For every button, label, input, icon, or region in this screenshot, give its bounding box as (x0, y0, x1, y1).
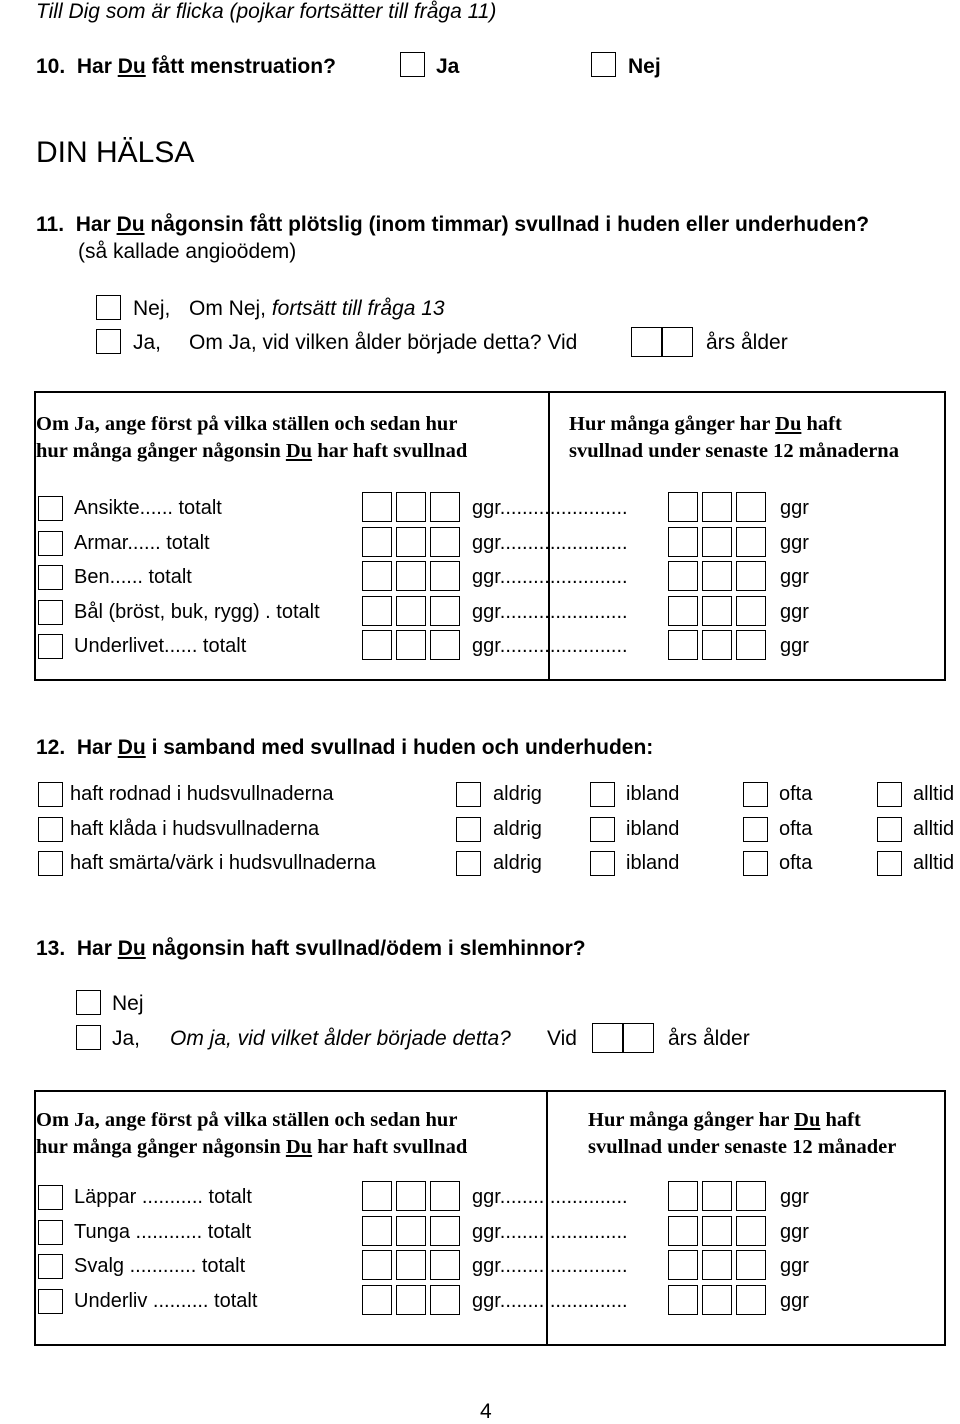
q13-age-digit2-input[interactable] (623, 1023, 654, 1053)
intro-line: Till Dig som är flicka (pojkar fortsätter till fråga 11) (36, 0, 497, 23)
q12-row-0-ofta-checkbox[interactable] (743, 782, 768, 807)
q13-row-0-total-digit2-input[interactable] (396, 1181, 426, 1211)
q13-no-label: Nej (112, 992, 144, 1015)
q13-age-suffix: års ålder (668, 1027, 750, 1050)
q12-row-0-ibland-checkbox[interactable] (590, 782, 615, 807)
q11-row-ggr-end: ggr (780, 600, 809, 623)
q13-row-0-year-digit1-input[interactable] (668, 1181, 698, 1211)
q13-row-label: Tunga ............ totalt (74, 1220, 252, 1243)
q13-yes-checkbox[interactable] (76, 1025, 101, 1050)
q13-row-2-total-digit3-input[interactable] (430, 1250, 460, 1280)
q13-row-3-total-digit1-input[interactable] (362, 1285, 392, 1315)
q11-table-left-header: Om Ja, ange först på vilka ställen och sedan hur hur många gånger någonsin Du har haft svullnad (36, 413, 468, 462)
q12-row-2-alltid-checkbox[interactable] (877, 851, 902, 876)
q10-no-label: Nej (628, 55, 661, 78)
q11-row-2-year-digit3-input[interactable] (736, 561, 766, 591)
q13-row-ggr-end: ggr (780, 1255, 809, 1277)
q11-row-2-total-digit1-input[interactable] (362, 561, 392, 591)
q12-row-0-checkbox[interactable] (38, 782, 63, 807)
q11-row-ggr-mid: ggr....................... (472, 600, 628, 623)
q11-row-0-total-digit1-input[interactable] (362, 492, 392, 522)
q13-row-ggr-end: ggr (780, 1289, 809, 1312)
q13-table-right-header: Hur många gånger har Du haft svullnad under senaste 12 månader (588, 1109, 897, 1158)
q11-row-0-total-digit3-input[interactable] (430, 492, 460, 522)
q11-row-ggr-end: ggr (780, 531, 809, 554)
q13-row-0-year-digit2-input[interactable] (702, 1181, 732, 1211)
q12-row-1-ofta-checkbox[interactable] (743, 817, 768, 842)
q11-row-ggr-end: ggr (780, 566, 809, 588)
q11-table-right-header: Hur många gånger har Du haft svullnad under senaste 12 månaderna (569, 413, 899, 462)
q11-row-2-checkbox[interactable] (38, 565, 63, 590)
q13-row-3-year-digit1-input[interactable] (668, 1285, 698, 1315)
q12-option-ofta: ofta (779, 817, 813, 840)
q11-row-label: Underlivet...... totalt (74, 635, 247, 657)
q10-question: 10. Har Du fått menstruation? (36, 55, 336, 78)
q13-row-1-checkbox[interactable] (38, 1220, 63, 1245)
q13-question: 13. Har Du någonsin haft svullnad/ödem i slemhinnor? (36, 937, 586, 960)
q12-row-0-aldrig-checkbox[interactable] (456, 782, 481, 807)
q11-row-0-year-digit1-input[interactable] (668, 492, 698, 522)
q11-row-4-checkbox[interactable] (38, 634, 63, 659)
q13-row-label: Läppar ........... totalt (74, 1186, 252, 1208)
q11-row-3-checkbox[interactable] (38, 600, 63, 625)
q11-row-label: Ansikte...... totalt (74, 497, 222, 519)
q13-row-2-checkbox[interactable] (38, 1254, 63, 1279)
q13-row-0-total-digit1-input[interactable] (362, 1181, 392, 1211)
q13-row-ggr-mid: ggr....................... (472, 1289, 628, 1312)
q11-row-1-year-digit3-input[interactable] (736, 527, 766, 557)
q11-row-ggr-mid: ggr....................... (472, 635, 628, 657)
q13-row-1-year-digit3-input[interactable] (736, 1216, 766, 1246)
q13-age-digit1-input[interactable] (592, 1023, 623, 1053)
q13-row-label: Svalg ............ totalt (74, 1255, 246, 1277)
q11-row-1-total-digit1-input[interactable] (362, 527, 392, 557)
q11-row-ggr-mid: ggr....................... (472, 566, 628, 588)
q10-yes-checkbox[interactable] (400, 52, 425, 77)
q13-vid: Vid (547, 1027, 577, 1050)
q13-row-2-year-digit3-input[interactable] (736, 1250, 766, 1280)
q12-option-ofta: ofta (779, 852, 813, 874)
q11-age-digit2-input[interactable] (662, 327, 693, 357)
q13-row-ggr-mid: ggr....................... (472, 1186, 628, 1208)
q11-row-0-total-digit2-input[interactable] (396, 492, 426, 522)
q13-row-label: Underliv .......... totalt (74, 1289, 258, 1312)
q11-row-1-total-digit3-input[interactable] (430, 527, 460, 557)
q11-row-label: Bål (bröst, buk, rygg) . totalt (74, 600, 320, 623)
q11-no-label: Nej, (133, 297, 171, 320)
q11-row-ggr-mid: ggr....................... (472, 531, 628, 554)
q11-row-ggr-end: ggr (780, 635, 809, 657)
q11-row-2-year-digit2-input[interactable] (702, 561, 732, 591)
q11-row-2-total-digit3-input[interactable] (430, 561, 460, 591)
q13-row-1-year-digit2-input[interactable] (702, 1216, 732, 1246)
q13-row-3-year-digit2-input[interactable] (702, 1285, 732, 1315)
q11-row-ggr-mid: ggr....................... (472, 497, 628, 519)
q11-row-1-year-digit1-input[interactable] (668, 527, 698, 557)
q11-row-4-total-digit3-input[interactable] (430, 630, 460, 660)
q13-row-0-year-digit3-input[interactable] (736, 1181, 766, 1211)
q11-row-4-year-digit3-input[interactable] (736, 630, 766, 660)
q12-option-aldrig: aldrig (493, 817, 542, 840)
q11-row-4-year-digit2-input[interactable] (702, 630, 732, 660)
q12-row-label: haft klåda i hudsvullnaderna (70, 817, 320, 840)
q13-row-2-total-digit2-input[interactable] (396, 1250, 426, 1280)
q11-row-4-total-digit1-input[interactable] (362, 630, 392, 660)
q11-row-0-checkbox[interactable] (38, 496, 63, 521)
q11-row-label: Ben...... totalt (74, 566, 192, 588)
q11-row-4-total-digit2-input[interactable] (396, 630, 426, 660)
q12-row-1-ibland-checkbox[interactable] (590, 817, 615, 842)
q12-row-2-ofta-checkbox[interactable] (743, 851, 768, 876)
q11-row-4-year-digit1-input[interactable] (668, 630, 698, 660)
page-number: 4 (480, 1400, 492, 1423)
q13-row-2-year-digit2-input[interactable] (702, 1250, 732, 1280)
q13-yes-note: Om ja, vid vilket ålder började detta? (170, 1027, 511, 1050)
q11-row-0-year-digit3-input[interactable] (736, 492, 766, 522)
q12-question: 12. Har Du i samband med svullnad i huden och underhuden: (36, 736, 654, 759)
q12-option-ibland: ibland (626, 817, 680, 840)
q13-row-ggr-end: ggr (780, 1186, 809, 1208)
q11-row-1-total-digit2-input[interactable] (396, 527, 426, 557)
q12-row-label: haft rodnad i hudsvullnaderna (70, 783, 334, 805)
q13-yes-label: Ja, (112, 1027, 141, 1050)
q13-row-ggr-mid: ggr....................... (472, 1255, 628, 1277)
q13-row-1-total-digit3-input[interactable] (430, 1216, 460, 1246)
q13-row-0-checkbox[interactable] (38, 1185, 63, 1210)
q13-row-2-total-digit1-input[interactable] (362, 1250, 392, 1280)
q13-row-1-total-digit2-input[interactable] (396, 1216, 426, 1246)
q11-age-digit1-input[interactable] (631, 327, 662, 357)
q11-row-label: Armar...... totalt (74, 531, 210, 554)
q13-no-checkbox[interactable] (76, 990, 101, 1015)
q11-row-3-total-digit2-input[interactable] (396, 596, 426, 626)
q12-option-alltid: alltid (913, 817, 955, 840)
q11-no-checkbox[interactable] (96, 295, 121, 320)
q13-row-3-total-digit2-input[interactable] (396, 1285, 426, 1315)
q13-row-3-year-digit3-input[interactable] (736, 1285, 766, 1315)
q12-row-2-ibland-checkbox[interactable] (590, 851, 615, 876)
q10-yes-label: Ja (436, 55, 460, 78)
q13-table-left-header: Om Ja, ange först på vilka ställen och sedan hur hur många gånger någonsin Du har haft svullnad (36, 1109, 468, 1158)
q11-yes-label: Ja, (133, 331, 162, 354)
q11-question: 11. Har Du någonsin fått plötslig (inom timmar) svullnad i huden eller underhuden? (36, 213, 870, 236)
q12-option-alltid: alltid (913, 852, 955, 874)
q13-row-1-total-digit1-input[interactable] (362, 1216, 392, 1246)
q11-row-3-year-digit3-input[interactable] (736, 596, 766, 626)
q12-row-2-aldrig-checkbox[interactable] (456, 851, 481, 876)
q12-row-2-checkbox[interactable] (38, 851, 63, 876)
q12-option-ofta: ofta (779, 783, 813, 805)
q11-row-2-total-digit2-input[interactable] (396, 561, 426, 591)
q11-row-3-total-digit3-input[interactable] (430, 596, 460, 626)
q11-yes-note: Om Ja, vid vilken ålder började detta? Vid (189, 331, 578, 354)
q11-row-1-year-digit2-input[interactable] (702, 527, 732, 557)
q12-option-ibland: ibland (626, 783, 680, 805)
q12-row-1-alltid-checkbox[interactable] (877, 817, 902, 842)
q12-row-1-checkbox[interactable] (38, 817, 63, 842)
section-title: DIN HÄLSA (36, 136, 195, 169)
q13-row-3-total-digit3-input[interactable] (430, 1285, 460, 1315)
q12-row-1-aldrig-checkbox[interactable] (456, 817, 481, 842)
q13-row-ggr-mid: ggr....................... (472, 1220, 628, 1243)
q12-option-aldrig: aldrig (493, 783, 542, 805)
q11-subtitle: (så kallade angioödem) (78, 240, 297, 263)
q12-option-aldrig: aldrig (493, 852, 542, 874)
q13-row-2-year-digit1-input[interactable] (668, 1250, 698, 1280)
q11-row-3-year-digit1-input[interactable] (668, 596, 698, 626)
q13-row-1-year-digit1-input[interactable] (668, 1216, 698, 1246)
q11-row-3-total-digit1-input[interactable] (362, 596, 392, 626)
q11-row-0-year-digit2-input[interactable] (702, 492, 732, 522)
q10-no-checkbox[interactable] (591, 52, 616, 77)
q12-option-alltid: alltid (913, 783, 955, 805)
q11-row-ggr-end: ggr (780, 497, 809, 519)
q11-yes-checkbox[interactable] (96, 329, 121, 354)
q13-row-0-total-digit3-input[interactable] (430, 1181, 460, 1211)
q13-row-ggr-end: ggr (780, 1220, 809, 1243)
q13-row-3-checkbox[interactable] (38, 1289, 63, 1314)
q12-option-ibland: ibland (626, 852, 680, 874)
q12-row-0-alltid-checkbox[interactable] (877, 782, 902, 807)
q11-no-note: Om Nej, fortsätt till fråga 13 (189, 297, 445, 320)
q12-row-label: haft smärta/värk i hudsvullnaderna (70, 852, 376, 874)
q11-row-3-year-digit2-input[interactable] (702, 596, 732, 626)
q11-age-suffix: års ålder (706, 331, 788, 354)
q11-row-2-year-digit1-input[interactable] (668, 561, 698, 591)
q11-row-1-checkbox[interactable] (38, 531, 63, 556)
